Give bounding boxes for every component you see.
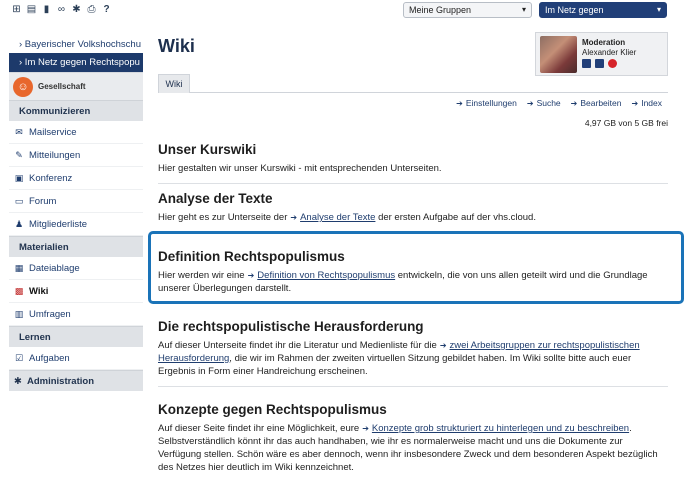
entry-text: Hier gestalten wir unser Kurswiki - mit entsprechenden Unterseiten. (158, 163, 442, 174)
toolbar-icons (11, 4, 112, 15)
entry-text (158, 211, 668, 224)
entry-text-after: . Selbstverständlich könnt ihr das auch handhaben, wie ihr es normalerweise macht und uns die Dokumente zur Verfügung stellen. Schön wäre es aber dennoch, wenn ihr insbesondere Zweck und dem besonderen Aspekt bezüglich des Netzes hier deutlich im Wiki kennzeichnet. (158, 423, 658, 473)
page-title: Wiki (158, 36, 195, 56)
avatar[interactable] (540, 36, 577, 73)
moderator-actions (582, 59, 617, 68)
sidebar-item-label: Konferenz (29, 172, 73, 184)
document-icon[interactable]: ▤ (26, 4, 37, 15)
course-select[interactable] (539, 2, 667, 29)
section-label: Administration (26, 375, 94, 387)
gear-icon: ✱ (14, 375, 22, 387)
sidebar-item-label: Dateiablage (29, 262, 80, 274)
moderator-name: Alexander Klier (582, 48, 637, 57)
entry-text-before: Auf dieser Unterseite findet ihr die Literatur und Medienliste für die (158, 340, 437, 351)
sitemap-icon[interactable]: ⊞ (12, 4, 21, 15)
sidebar-item-mitteilungen[interactable] (9, 144, 143, 167)
arrow-right-icon: ➔ (439, 341, 447, 350)
help-icon[interactable] (608, 59, 617, 68)
entry-text-before: Hier werden wir eine (158, 270, 245, 281)
help-icon[interactable]: ? (103, 4, 110, 15)
sidebar-item-wiki[interactable] (9, 280, 143, 303)
entry-title: Unser Kurswiki (158, 142, 257, 157)
entry-title: Die rechtspopulistische Herausforderung (158, 319, 424, 334)
sidebar-item-label: Wiki (29, 285, 49, 297)
action-label: Einstellungen (465, 98, 517, 108)
entry-text-after: der ersten Aufgabe auf der vhs.cloud. (378, 212, 536, 223)
sidebar-item-label: Mitgliederliste (29, 218, 88, 230)
sidebar-item-label: Umfragen (29, 308, 71, 320)
arrow-right-icon: ➔ (247, 271, 255, 280)
sidebar-item-dateiablage[interactable] (9, 257, 143, 280)
wiki-actions (456, 98, 662, 108)
sidebar-item-label: Aufgaben (29, 352, 70, 364)
tab-bar (158, 72, 668, 93)
task-check-icon: ☑ (14, 353, 24, 363)
sidebar-item-label: Forum (29, 195, 57, 207)
arrow-right-icon: ➔ (631, 99, 639, 108)
sidebar-item-label: Mailservice (29, 126, 77, 138)
mail-icon[interactable] (595, 59, 604, 68)
section-lernen: Lernen (9, 326, 143, 347)
highlight-frame (148, 231, 684, 304)
wiki-entry (158, 191, 668, 233)
top-toolbar (0, 0, 700, 29)
sidebar-item-konferenz[interactable] (9, 167, 143, 190)
sidebar-item-forum[interactable] (9, 190, 143, 213)
action-label: Bearbeiten (580, 98, 622, 108)
course-select-value: Im Netz gegen Rechtspopu... (545, 5, 604, 29)
action-label: Suche (536, 98, 561, 108)
entry-link[interactable]: zwei Arbeitsgruppen zur rechtspopulistischen Herausforderung (158, 340, 640, 364)
link-icon[interactable]: ∞ (57, 4, 66, 15)
envelope-icon: ✉ (15, 127, 23, 137)
conference-icon: ▣ (14, 173, 24, 183)
action-bearbeiten[interactable] (571, 98, 622, 108)
sidebar-item-aufgaben[interactable] (9, 347, 143, 370)
group-select-value: Meine Gruppen (409, 5, 472, 15)
breadcrumb-current[interactable]: › Im Netz gegen Rechtspopu (9, 53, 143, 72)
wiki-entry (158, 402, 668, 474)
entry-text-after: , die wir im Rahmen der zweiten virtuellen Sitzung gebildet haben. Im Wiki sollte bitte auch euer Ergebnis in Form einer Handreichung erscheinen. (158, 353, 632, 377)
action-index[interactable] (632, 98, 663, 108)
moderation-card (535, 32, 668, 76)
entry-text-after: entwickeln, die von uns allen geteilt wird und die Grundlage unserer Überlegungen darstellt. (158, 270, 648, 294)
moderation-role: Moderation (582, 38, 626, 47)
settings-icon[interactable]: ✱ (72, 4, 81, 15)
sidebar-item-mitgliederliste[interactable] (9, 213, 143, 236)
bookmark-icon[interactable]: ▮ (43, 4, 50, 15)
wiki-icon: ▩ (14, 286, 24, 296)
divider (158, 183, 668, 184)
entry-text (158, 422, 668, 474)
brand-label: Gesellschaft (38, 82, 86, 91)
wiki-entry (158, 319, 668, 387)
file-storage-icon: ▦ (14, 263, 24, 273)
divider (158, 386, 668, 387)
entry-text-before: Hier geht es zur Unterseite der (158, 212, 288, 223)
brand-bar (9, 72, 143, 100)
entry-title: Definition Rechtspopulismus (158, 249, 345, 264)
arrow-right-icon: ➔ (456, 99, 463, 108)
sidebar-item-umfragen[interactable] (9, 303, 143, 326)
wiki-entry (158, 142, 668, 184)
entry-link[interactable]: Analyse der Texte (300, 212, 376, 223)
arrow-right-icon: ➔ (570, 99, 578, 108)
society-logo-icon: ☺ (13, 77, 33, 97)
chevron-down-icon: ▾ (521, 5, 526, 14)
section-kommunizieren: Kommunizieren (9, 100, 143, 121)
breadcrumb-parent[interactable]: › Bayerischer Volkshochschu (19, 39, 141, 50)
action-einstellungen[interactable] (456, 98, 517, 108)
arrow-right-icon: ➔ (290, 213, 298, 222)
sidebar (9, 36, 143, 391)
message-edit-icon: ✎ (15, 150, 23, 160)
profile-card-icon[interactable] (582, 59, 591, 68)
arrow-right-icon: ➔ (362, 424, 369, 433)
members-icon: ♟ (14, 219, 24, 229)
action-suche[interactable] (527, 98, 561, 108)
storage-quota: 4,97 GB von 5 GB frei (584, 118, 668, 128)
sidebar-item-label: Mitteilungen (29, 149, 81, 161)
chevron-down-icon: ▾ (656, 5, 661, 14)
entry-text (158, 339, 668, 378)
entry-title: Analyse der Texte (158, 191, 273, 206)
entry-link[interactable]: Konzepte grob strukturiert zu hinterlegen und zu beschreiben (371, 423, 630, 434)
group-select[interactable] (403, 2, 532, 18)
entry-title: Konzepte gegen Rechtspopulismus (158, 402, 387, 417)
poll-chart-icon: ▥ (14, 309, 24, 319)
action-label: Index (641, 98, 662, 108)
entry-text-before: Auf dieser Seite findet ihr eine Möglichkeit, eure (158, 423, 360, 434)
forum-icon: ▭ (14, 196, 24, 206)
entry-link[interactable]: Definition von Rechtspopulismus (257, 270, 396, 281)
sidebar-item-mailservice[interactable] (9, 121, 143, 144)
arrow-right-icon: ➔ (526, 99, 534, 108)
section-materialien: Materialien (9, 236, 143, 257)
tab-wiki[interactable]: Wiki (158, 74, 190, 93)
section-administration[interactable] (9, 370, 143, 391)
print-icon[interactable]: ⎙ (87, 4, 96, 15)
